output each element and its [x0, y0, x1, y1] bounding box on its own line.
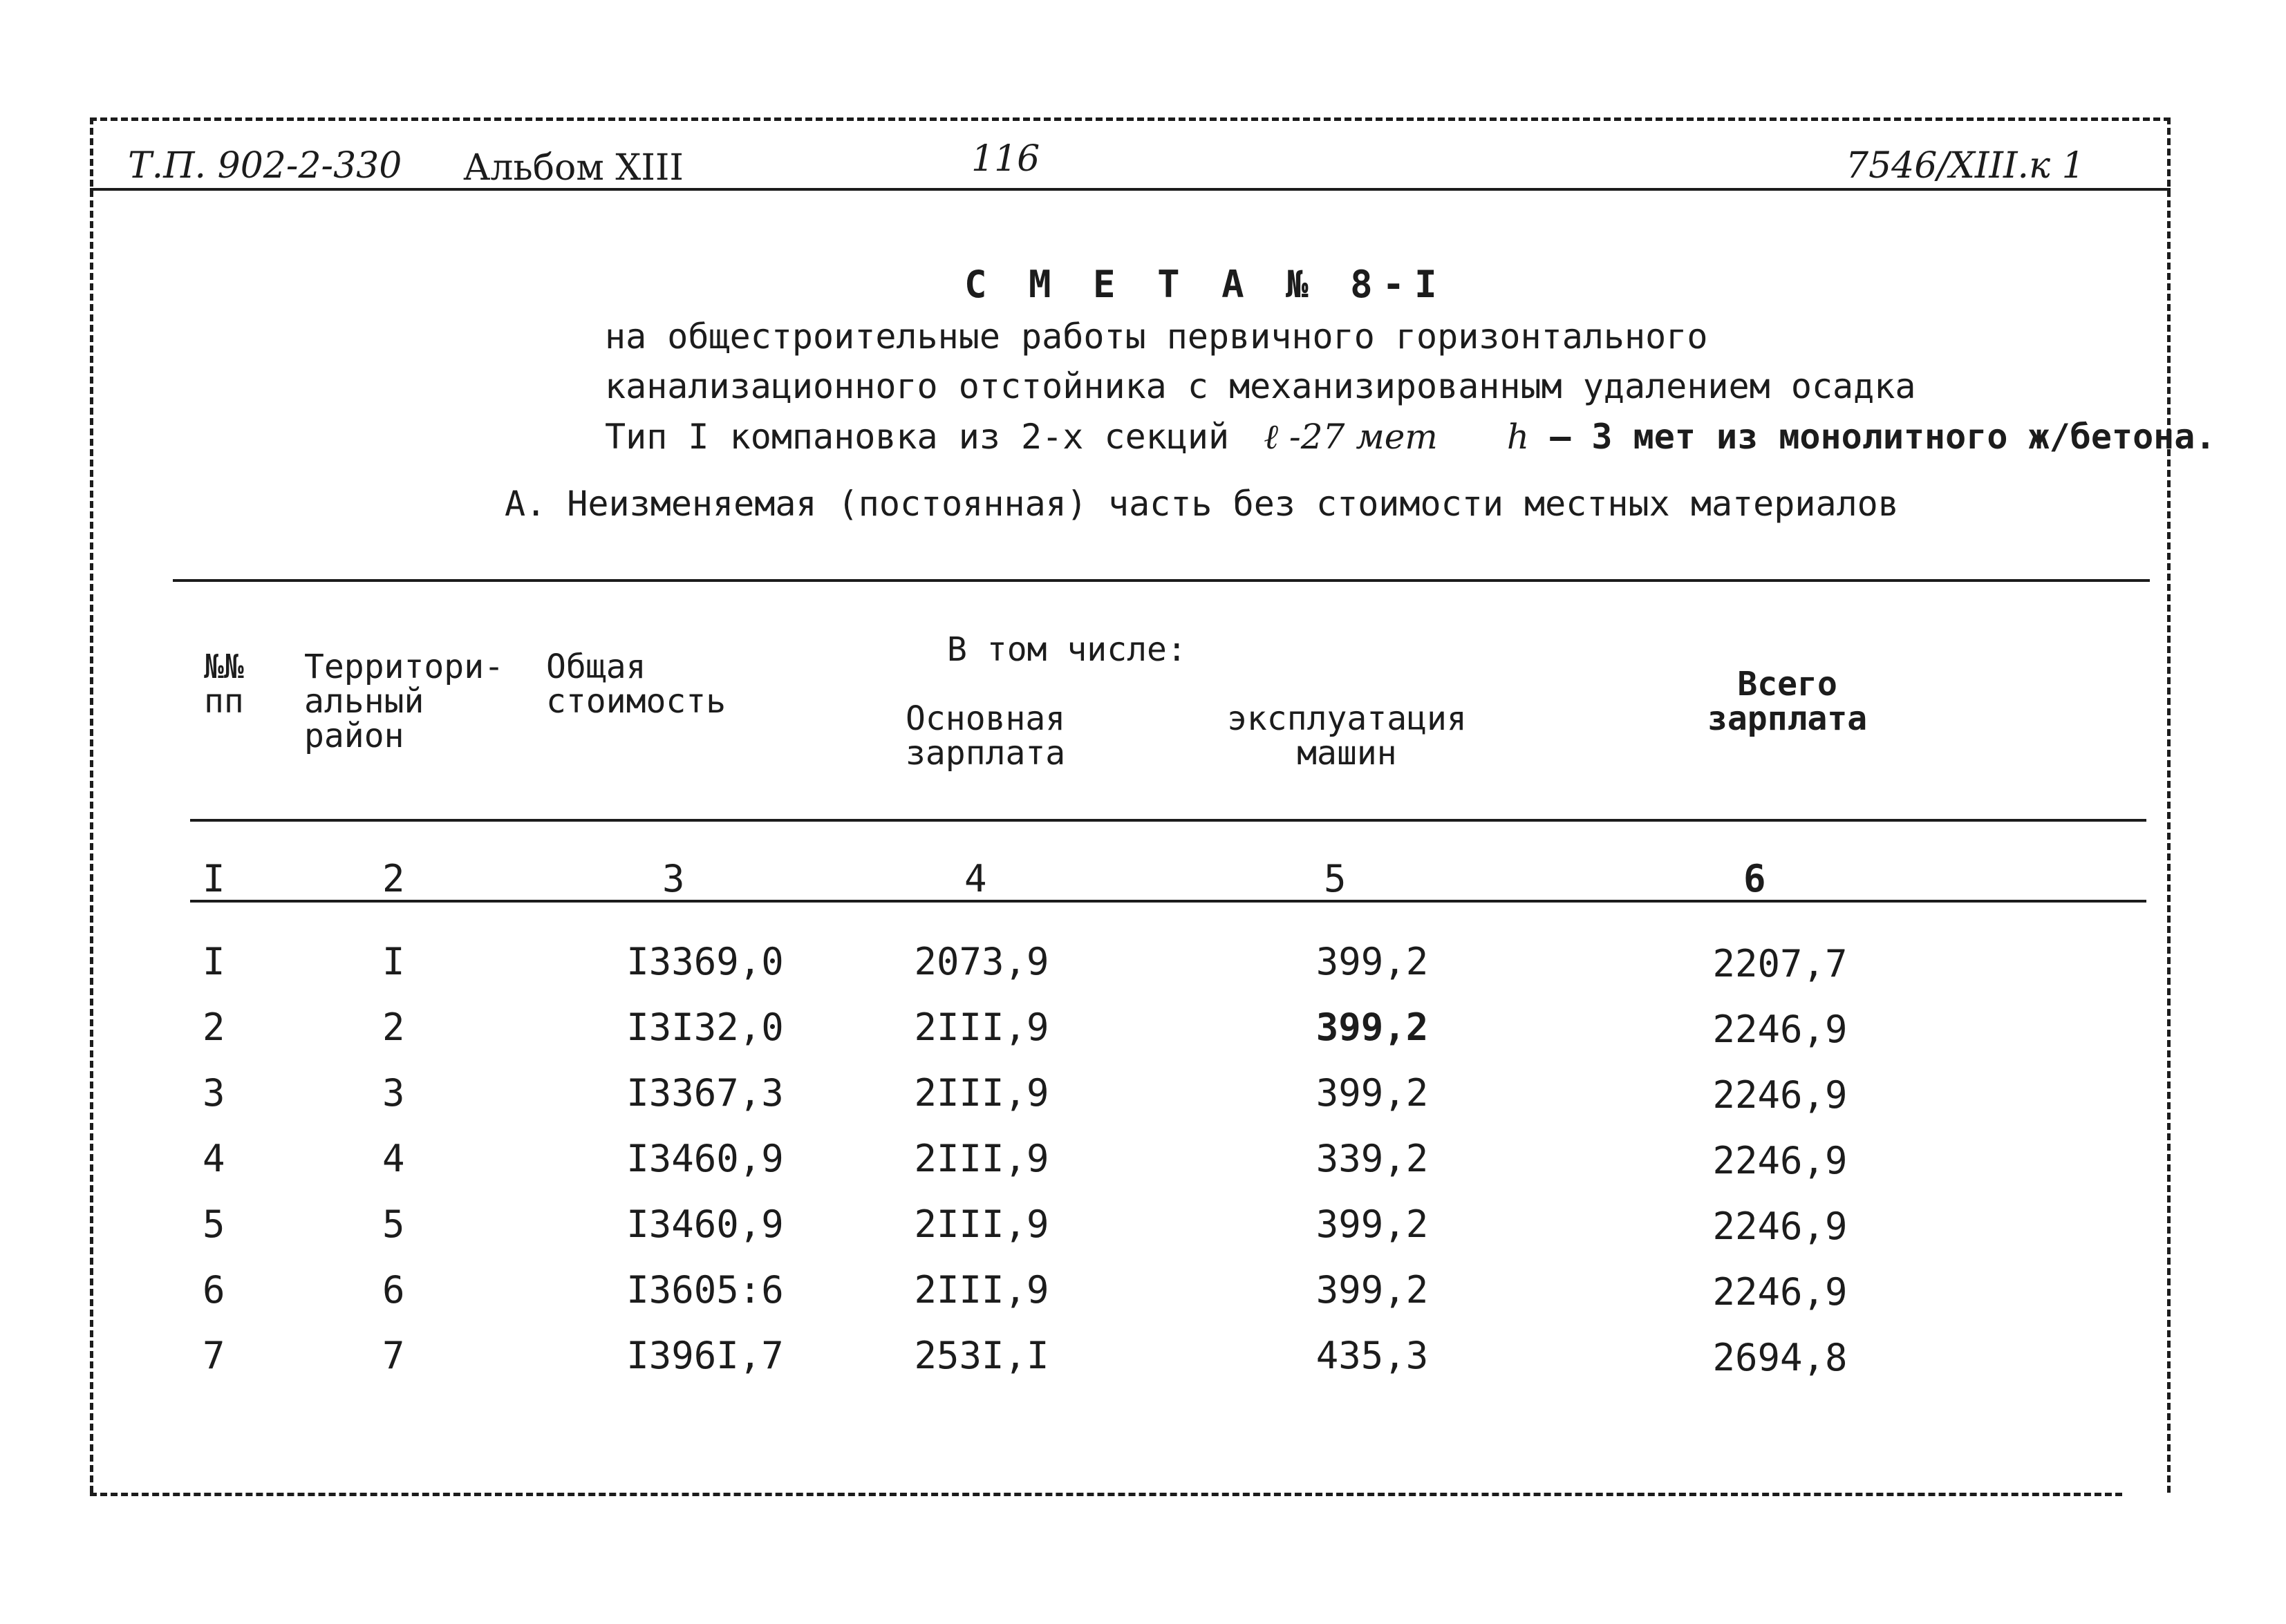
- cell-all-salary: 2246,9: [1712, 1073, 1848, 1117]
- cell-no: I: [203, 940, 225, 983]
- header-salary: [906, 701, 1065, 771]
- header-album: Альбом XIII: [463, 147, 684, 189]
- header-reference: 7546/XIII.к 1: [1846, 145, 2085, 187]
- cell-region: 4: [382, 1137, 405, 1180]
- header-code: Т.П. 902-2-330: [128, 145, 402, 187]
- cell-total: I396I,7: [626, 1334, 784, 1377]
- header-total-line-2: стоимость: [546, 682, 727, 721]
- title-line-3-type: Тип I компановка из 2-х секций: [605, 417, 1230, 457]
- cell-machines: 399,2: [1315, 940, 1429, 983]
- cell-salary: 253I,I: [914, 1334, 1049, 1377]
- cell-region: 7: [382, 1334, 405, 1377]
- frame-header-rule: [90, 188, 2171, 191]
- cell-machines: 399,2: [1315, 1071, 1429, 1115]
- cell-no: 6: [203, 1268, 225, 1312]
- header-region-line-3: район: [304, 717, 404, 755]
- cell-region: 5: [382, 1202, 405, 1246]
- col-number-1: I: [203, 857, 225, 900]
- title-line-3: [605, 417, 2215, 457]
- frame-top: [90, 117, 2171, 121]
- header-no: [204, 650, 244, 719]
- header-machines-line-1: эксплуатация: [1227, 699, 1467, 738]
- cell-no: 3: [203, 1071, 225, 1115]
- cell-total: I3605:6: [626, 1268, 784, 1312]
- header-no-line-2: пп: [204, 682, 244, 721]
- cell-total: I3367,3: [626, 1071, 784, 1115]
- cell-machines: 339,2: [1315, 1137, 1429, 1180]
- cell-no: 7: [203, 1334, 225, 1377]
- cell-all-salary: 2694,8: [1712, 1336, 1848, 1379]
- doc-title: С М Е Т А № 8-I: [964, 263, 1447, 306]
- cell-machines: 399,2: [1315, 1202, 1429, 1246]
- title-line-3-material: – 3 мет из монолитного ж/бетона.: [1550, 417, 2216, 457]
- cell-all-salary: 2207,7: [1712, 942, 1848, 985]
- title-line-3-length: ℓ -27 мет: [1264, 417, 1438, 457]
- header-region-line-2: альный: [304, 682, 424, 721]
- col-number-5: 5: [1324, 857, 1347, 900]
- header-total: [546, 650, 726, 719]
- header-salary-line-1: Основная: [906, 699, 1066, 738]
- cell-total: I3460,9: [626, 1137, 784, 1180]
- cell-salary: 2III,9: [914, 1202, 1049, 1246]
- header-machines-line-2: машин: [1297, 734, 1397, 773]
- col-number-6: 6: [1743, 857, 1766, 900]
- header-all-salary-line-2: зарплата: [1707, 699, 1868, 738]
- title-line-2: канализационного отстойника с механизированным удалением осадка: [605, 366, 1916, 406]
- title-line-1: на общестроительные работы первичного горизонтального: [605, 317, 1708, 357]
- header-region: [304, 650, 504, 753]
- header-machines: [1227, 701, 1467, 771]
- cell-no: 5: [203, 1202, 225, 1246]
- frame-right: [2167, 117, 2171, 1493]
- cell-no: 4: [203, 1137, 225, 1180]
- cell-region: 3: [382, 1071, 405, 1115]
- cell-all-salary: 2246,9: [1712, 1008, 1848, 1051]
- table-top-rule: [173, 579, 2150, 582]
- table-header-rule: [190, 819, 2146, 822]
- cell-region: 2: [382, 1005, 405, 1049]
- header-all-salary: [1707, 667, 1867, 736]
- cell-salary: 2III,9: [914, 1005, 1049, 1049]
- col-number-2: 2: [382, 857, 405, 900]
- cell-machines: 435,3: [1315, 1334, 1429, 1377]
- frame-left: [90, 117, 93, 1493]
- cell-region: I: [382, 940, 405, 983]
- cell-salary: 2III,9: [914, 1137, 1049, 1180]
- table-colnum-rule: [190, 900, 2146, 903]
- header-region-line-1: Территори-: [304, 648, 504, 686]
- cell-all-salary: 2246,9: [1712, 1205, 1848, 1248]
- section-heading: А. Неизменяемая (постоянная) часть без стоимости местных материалов: [505, 484, 1899, 524]
- cell-machines: 399,2: [1315, 1268, 1429, 1312]
- header-including: В том числе:: [947, 630, 1187, 669]
- cell-total: I3I32,0: [626, 1005, 784, 1049]
- cell-salary: 2III,9: [914, 1071, 1049, 1115]
- header-all-salary-line-1: Всего: [1737, 665, 1837, 704]
- cell-region: 6: [382, 1268, 405, 1312]
- cell-salary: 2073,9: [914, 940, 1049, 983]
- cell-all-salary: 2246,9: [1712, 1270, 1848, 1314]
- cell-salary: 2III,9: [914, 1268, 1049, 1312]
- header-salary-line-2: зарплата: [906, 734, 1066, 773]
- title-line-3-height-symbol: h: [1506, 417, 1530, 457]
- col-number-3: 3: [662, 857, 685, 900]
- cell-total: I3460,9: [626, 1202, 784, 1246]
- cell-machines: 399,2: [1315, 1005, 1429, 1049]
- header-page-number: 116: [971, 138, 1040, 180]
- header-total-line-1: Общая: [546, 648, 646, 686]
- header-no-line-1: №№: [204, 648, 244, 686]
- cell-total: I3369,0: [626, 940, 784, 983]
- cell-no: 2: [203, 1005, 225, 1049]
- frame-bottom: [90, 1493, 2122, 1496]
- cell-all-salary: 2246,9: [1712, 1139, 1848, 1182]
- col-number-4: 4: [964, 857, 987, 900]
